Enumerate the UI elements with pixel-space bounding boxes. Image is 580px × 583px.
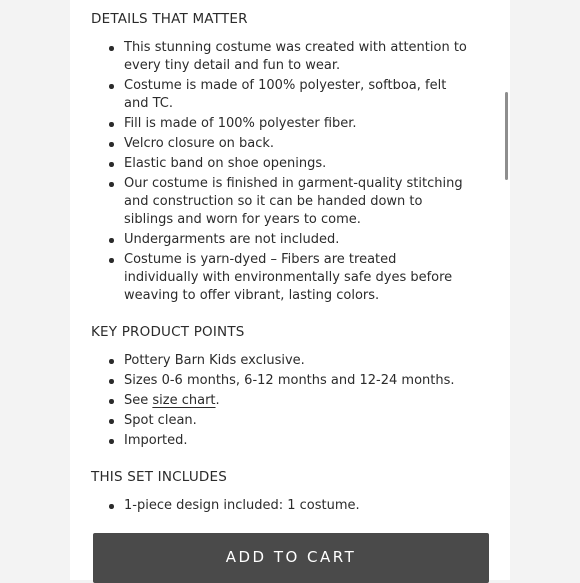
list-item: Elastic band on shoe openings. <box>70 155 510 173</box>
list-item: Our costume is finished in garment-quality stitching and construction so it can be handed down to siblings and worn for years to come. <box>70 175 510 229</box>
list-item: Costume is yarn-dyed – Fibers are treated individually with environmentally safe dyes before weaving to offer vibrant, lasting colors. <box>70 251 510 305</box>
set-includes-list <box>70 497 510 515</box>
details-heading: DETAILS THAT MATTER <box>91 11 248 27</box>
list-item: Velcro closure on back. <box>70 135 510 153</box>
size-chart-prefix: See <box>124 393 149 408</box>
add-to-cart-button[interactable]: ADD TO CART <box>93 533 489 583</box>
product-details-panel <box>70 0 510 580</box>
list-item: 1-piece design included: 1 costume. <box>70 497 510 515</box>
list-item: Spot clean. <box>70 412 510 430</box>
details-list <box>70 39 510 305</box>
size-chart-suffix: . <box>215 393 220 408</box>
list-item <box>70 392 510 410</box>
list-item: Sizes 0-6 months, 6-12 months and 12-24 months. <box>70 372 510 390</box>
key-points-list <box>70 352 510 450</box>
scrollbar[interactable] <box>505 92 508 180</box>
list-item: This stunning costume was created with attention to every tiny detail and fun to wear. <box>70 39 510 75</box>
set-includes-heading: THIS SET INCLUDES <box>91 469 228 485</box>
key-points-heading: KEY PRODUCT POINTS <box>91 324 245 340</box>
list-item: Costume is made of 100% polyester, softboa, felt and TC. <box>70 77 510 113</box>
size-chart-link[interactable]: size chart <box>152 393 216 408</box>
list-item: Undergarments are not included. <box>70 231 510 249</box>
list-item: Pottery Barn Kids exclusive. <box>70 352 510 370</box>
list-item: Imported. <box>70 432 510 450</box>
list-item: Fill is made of 100% polyester fiber. <box>70 115 510 133</box>
